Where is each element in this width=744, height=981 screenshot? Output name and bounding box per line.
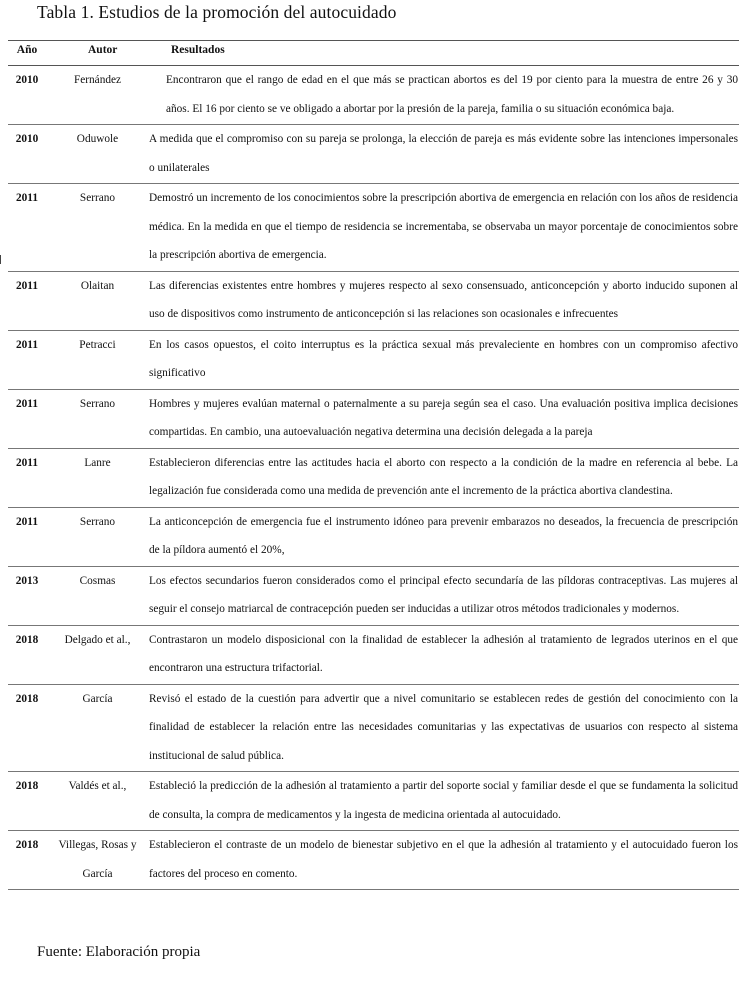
row-year: 2013 <box>8 566 46 625</box>
row-author: Serrano <box>46 184 149 272</box>
row-result: Establecieron el contraste de un modelo de bienestar subjetivo en el que la adhesión al tratamiento y el autocuidado fueron los factores del proceso en comento. <box>149 831 739 890</box>
row-author: Valdés et al., <box>46 772 149 831</box>
row-year: 2018 <box>8 772 46 831</box>
row-author: Cosmas <box>46 566 149 625</box>
row-author: Serrano <box>46 507 149 566</box>
table-row <box>8 831 739 890</box>
row-author: Petracci <box>46 330 149 389</box>
row-result: A medida que el compromiso con su pareja se prolonga, la elección de pareja es más evidente sobre las intenciones impersonales o unilaterales <box>149 125 739 184</box>
table-row <box>8 684 739 772</box>
row-author: Olaitan <box>46 271 149 330</box>
row-year: 2011 <box>8 271 46 330</box>
row-author: Lanre <box>46 448 149 507</box>
header-results: Resultados <box>149 41 739 66</box>
header-year: Año <box>8 41 46 66</box>
row-year: 2010 <box>8 125 46 184</box>
studies-table <box>8 40 739 890</box>
row-author: García <box>46 684 149 772</box>
row-result: Revisó el estado de la cuestión para advertir que a nivel comunitario se establecen redes de gestión del conocimiento con la finalidad de establecer la relación entre las necesidades comunitarias y las expectativas de usuarios con respecto al sistema institucional de salud pública. <box>149 684 739 772</box>
row-result: En los casos opuestos, el coito interruptus es la práctica sexual más prevaleciente en hombres con un compromiso afectivo significativo <box>149 330 739 389</box>
table-caption: Tabla 1. Estudios de la promoción del autocuidado <box>37 2 397 22</box>
table-row <box>8 507 739 566</box>
row-author: Villegas, Rosas y García <box>46 831 149 890</box>
row-result: Hombres y mujeres evalúan maternal o paternalmente a su pareja según sea el caso. Una evaluación positiva implica decisiones compartidas. En cambio, una autoevaluación negativa determina una decisión delegada a la pareja <box>149 389 739 448</box>
table-row <box>8 330 739 389</box>
row-result: Demostró un incremento de los conocimientos sobre la prescripción abortiva de emergencia en relación con los años de residencia médica. En la medida en que el tiempo de residencia se incrementaba, se observaba un mayor porcentaje de conocimientos sobre la prescripción abortiva de emergencia. <box>149 184 739 272</box>
table-row <box>8 271 739 330</box>
row-author: Fernández <box>46 66 149 125</box>
table-source: Fuente: Elaboración propia <box>37 944 201 960</box>
table-row <box>8 566 739 625</box>
row-result: Los efectos secundarios fueron considerados como el principal efecto secundaría de las píldoras contraceptivas. Las mujeres al seguir el consejo matriarcal de contracepción pueden ser inducidas a utilizar otros métodos tradicionales y modernos. <box>149 566 739 625</box>
table-header-row <box>8 41 739 66</box>
row-result: Contrastaron un modelo disposicional con la finalidad de establecer la adhesión al tratamiento de legrados uterinos en el que encontraron una estructura trifactorial. <box>149 625 739 684</box>
row-author: Oduwole <box>46 125 149 184</box>
row-year: 2011 <box>8 507 46 566</box>
table-row <box>8 389 739 448</box>
header-author: Autor <box>46 41 149 66</box>
table-row <box>8 66 739 125</box>
row-result: La anticoncepción de emergencia fue el instrumento idóneo para prevenir embarazos no deseados, la frecuencia de prescripción de la píldora aumentó el 20%, <box>149 507 739 566</box>
row-year: 2018 <box>8 684 46 772</box>
table-row <box>8 448 739 507</box>
table-row <box>8 772 739 831</box>
row-year: 2018 <box>8 625 46 684</box>
margin-mark <box>0 255 1 264</box>
row-result: Encontraron que el rango de edad en el que más se practican abortos es del 19 por ciento para la muestra de entre 26 y 30 años. El 16 por ciento se ve obligado a abortar por la presión de la pareja, familia o su situación económica baja. <box>149 66 739 125</box>
row-year: 2018 <box>8 831 46 890</box>
row-year: 2011 <box>8 448 46 507</box>
row-result: Estableció la predicción de la adhesión al tratamiento a partir del soporte social y familiar desde el que se fundamenta la solicitud de consulta, la compra de medicamentos y la ingesta de medicina orientada al autocuidado. <box>149 772 739 831</box>
row-result: Establecieron diferencias entre las actitudes hacia el aborto con respecto a la condición de la madre en referencia al bebe. La legalización fue considerada como una medida de prevención ante el incremento de la práctica abortiva clandestina. <box>149 448 739 507</box>
row-year: 2011 <box>8 330 46 389</box>
table-row <box>8 625 739 684</box>
row-year: 2011 <box>8 389 46 448</box>
row-year: 2011 <box>8 184 46 272</box>
row-author: Serrano <box>46 389 149 448</box>
table-row <box>8 125 739 184</box>
row-author: Delgado et al., <box>46 625 149 684</box>
row-result: Las diferencias existentes entre hombres y mujeres respecto al sexo consensuado, anticoncepción y aborto inducido suponen al uso de dispositivos como instrumento de anticoncepción si las relaciones son ocasionales e infrecuentes <box>149 271 739 330</box>
row-year: 2010 <box>8 66 46 125</box>
table-body <box>8 66 739 890</box>
table-row <box>8 184 739 272</box>
